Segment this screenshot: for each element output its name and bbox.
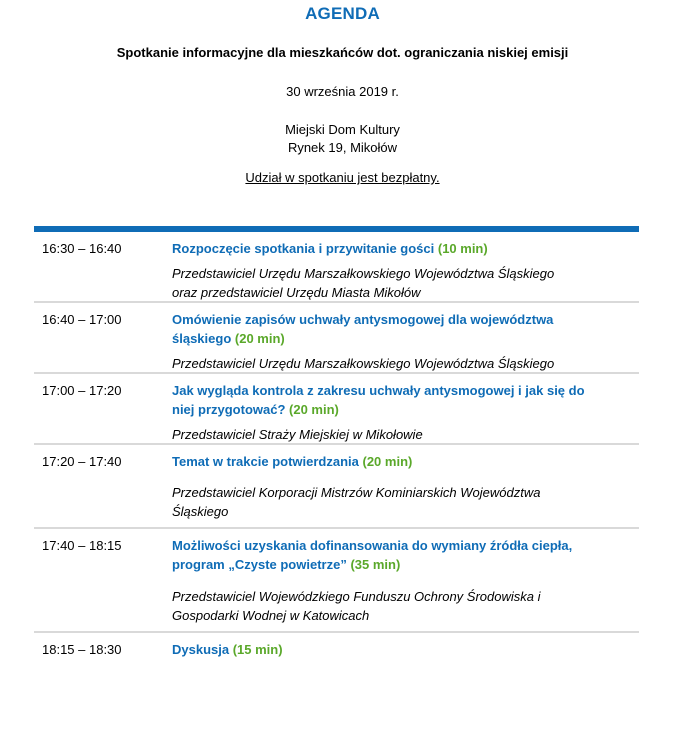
event-subtitle: Spotkanie informacyjne dla mieszkańców dot. ograniczania niskiej emisji xyxy=(116,45,569,60)
agenda-row xyxy=(34,239,639,303)
speaker-line: Przedstawiciel Wojewódzkiego Funduszu Ochrony Środowiska i xyxy=(172,589,541,604)
event-date: 30 września 2019 r. xyxy=(286,84,399,99)
agenda-row xyxy=(34,640,639,670)
row-divider xyxy=(34,372,639,374)
agenda-speaker xyxy=(172,425,612,444)
row-divider xyxy=(34,301,639,303)
speaker-line: Śląskiego xyxy=(172,504,229,519)
row-divider xyxy=(34,527,639,529)
agenda-time: 16:40 – 17:00 xyxy=(42,312,122,327)
free-admission-note xyxy=(0,170,685,185)
agenda-topic-title: Omówienie zapisów uchwały antysmogowej dla województwa śląskiego xyxy=(172,312,554,346)
agenda-time: 17:20 – 17:40 xyxy=(42,454,122,469)
agenda-row xyxy=(34,310,639,374)
agenda-row xyxy=(34,381,639,445)
row-divider xyxy=(34,631,639,633)
agenda-speaker xyxy=(172,354,612,373)
speaker-line: Gospodarki Wodnej w Katowicach xyxy=(172,608,370,623)
agenda-time: 17:00 – 17:20 xyxy=(42,383,122,398)
speaker-line: Przedstawiciel Straży Miejskiej w Mikołowie xyxy=(172,427,423,442)
agenda-duration: (20 min) xyxy=(289,402,339,417)
agenda-topic xyxy=(172,239,612,258)
agenda-duration: (10 min) xyxy=(437,241,488,256)
agenda-topic-title: Możliwości uzyskania dofinansowania do wymiany źródła ciepła, program „Czyste powietrze” xyxy=(172,538,573,572)
agenda-row xyxy=(34,452,639,529)
speaker-line: oraz przedstawiciel Urzędu Miasta Mikołów xyxy=(172,285,421,300)
agenda-topic xyxy=(172,536,602,574)
speaker-line: Przedstawiciel Urzędu Marszałkowskiego Województwa Śląskiego xyxy=(172,356,555,371)
agenda-topic xyxy=(172,310,592,348)
agenda-topic xyxy=(172,640,612,659)
page-title: AGENDA xyxy=(305,4,380,23)
agenda-speaker xyxy=(172,483,612,521)
row-divider xyxy=(34,443,639,445)
speaker-line: Przedstawiciel Korporacji Mistrzów Kominiarskich Województwa xyxy=(172,485,541,500)
venue-name: Miejski Dom Kultury xyxy=(285,122,400,137)
agenda-speaker xyxy=(172,264,612,302)
agenda-topic-title: Temat w trakcie potwierdzania xyxy=(172,454,359,469)
agenda-duration: (20 min) xyxy=(362,454,413,469)
venue-address: Rynek 19, Mikołów xyxy=(287,140,398,155)
agenda-duration: (15 min) xyxy=(232,642,283,657)
agenda-duration: (20 min) xyxy=(234,331,285,346)
agenda-time: 18:15 – 18:30 xyxy=(42,642,122,657)
agenda-topic xyxy=(172,381,592,419)
agenda-row xyxy=(34,536,639,633)
agenda-top-divider xyxy=(34,226,639,232)
agenda-speaker xyxy=(172,587,612,625)
agenda-topic xyxy=(172,452,612,471)
agenda-duration: (35 min) xyxy=(350,557,401,572)
speaker-line: Przedstawiciel Urzędu Marszałkowskiego Województwa Śląskiego xyxy=(172,266,555,281)
agenda-topic-title: Jak wygląda kontrola z zakresu uchwały antysmogowej i jak się do niej przygotować? xyxy=(172,383,585,417)
event-venue xyxy=(0,121,685,157)
agenda-time: 17:40 – 18:15 xyxy=(42,538,122,553)
agenda-topic-title: Rozpoczęcie spotkania i przywitanie gości xyxy=(172,241,435,256)
agenda-topic-title: Dyskusja xyxy=(172,642,230,657)
free-admission-text: Udział w spotkaniu jest bezpłatny. xyxy=(245,170,440,185)
agenda-time: 16:30 – 16:40 xyxy=(42,241,122,256)
